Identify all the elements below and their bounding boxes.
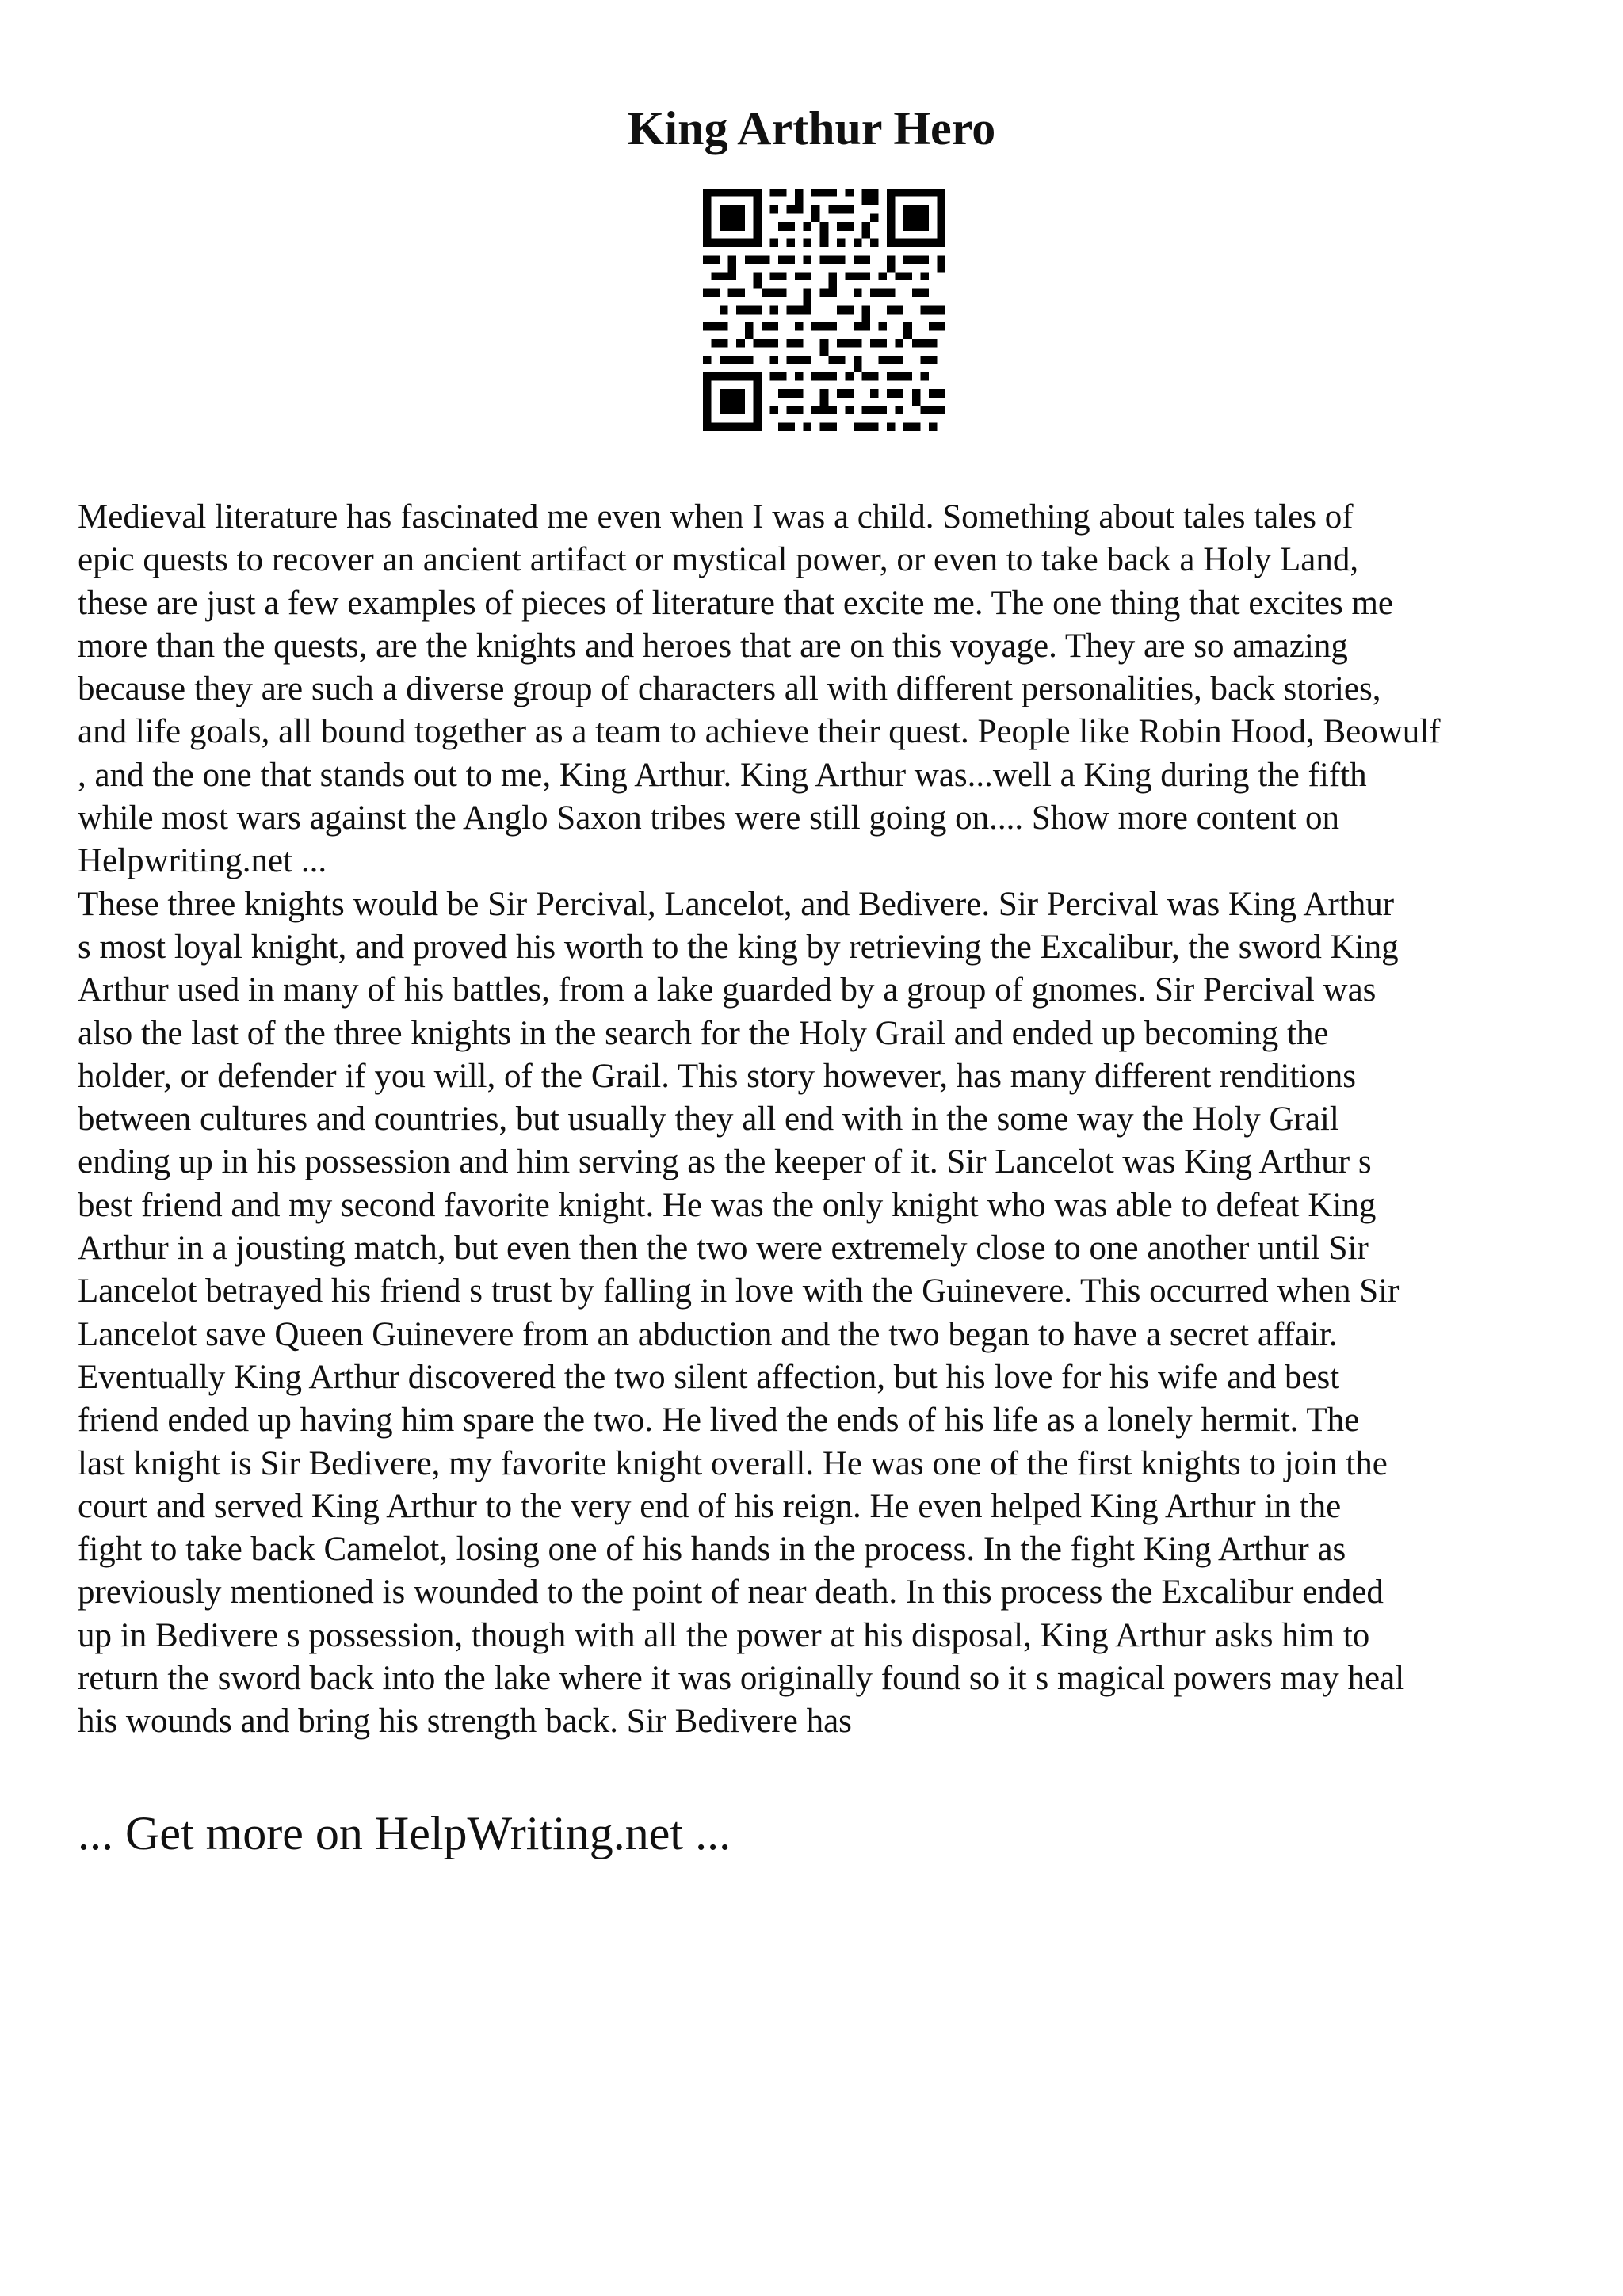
paragraph-line: return the sword back into the lake where it was originally found so it s magical powers may heal [78, 1660, 1405, 1698]
paragraph-line: and life goals, all bound together as a team to achieve their quest. People like Robin Hood, Beowulf [78, 713, 1441, 751]
get-more-link[interactable]: ... Get more on HelpWriting.net ... [78, 1807, 731, 1859]
qr-code-icon [703, 189, 945, 431]
paragraph-line: between cultures and countries, but usually they all end with in the some way the Holy Grail [78, 1100, 1339, 1138]
paragraph-line: his wounds and bring his strength back. Sir Bedivere has [78, 1703, 852, 1741]
paragraph-line: Helpwriting.net ... [78, 842, 327, 880]
paragraph-line: because they are such a diverse group of characters all with different personalities, back stories, [78, 670, 1381, 708]
paragraph-line: s most loyal knight, and proved his worth to the king by retrieving the Excalibur, the sword King [78, 928, 1399, 966]
paragraph-line: last knight is Sir Bedivere, my favorite knight overall. He was one of the first knights to join the [78, 1444, 1388, 1482]
paragraph-line: Arthur in a jousting match, but even then the two were extremely close to one another until Sir [78, 1230, 1369, 1268]
paragraph-line: ending up in his possession and him serving as the keeper of it. Sir Lancelot was King Arthur s [78, 1143, 1372, 1181]
paragraph-line: Medieval literature has fascinated me even when I was a child. Something about tales tales of [78, 498, 1354, 536]
paragraph-line: these are just a few examples of pieces of literature that excite me. The one thing that excites me [78, 584, 1394, 622]
paragraph-line: best friend and my second favorite knight. He was the only knight who was able to defeat King [78, 1186, 1377, 1224]
paragraph-line: up in Bedivere s possession, though with all the power at his disposal, King Arthur asks him to [78, 1616, 1370, 1654]
paragraph-line: Lancelot betrayed his friend s trust by falling in love with the Guinevere. This occurred when Sir [78, 1272, 1400, 1310]
paragraph-line: Eventually King Arthur discovered the two silent affection, but his love for his wife and best [78, 1358, 1340, 1396]
paragraph-line: while most wars against the Anglo Saxon tribes were still going on.... Show more content on [78, 799, 1339, 837]
article-body [78, 496, 1583, 1744]
paragraph-line: fight to take back Camelot, losing one of his hands in the process. In the fight King Arthur as [78, 1531, 1346, 1569]
paragraph-line: holder, or defender if you will, of the Grail. This story however, has many different renditions [78, 1057, 1357, 1095]
paragraph-line: friend ended up having him spare the two. He lived the ends of his life as a lonely hermit. The [78, 1402, 1360, 1440]
paragraph-line: These three knights would be Sir Percival, Lancelot, and Bedivere. Sir Percival was King Arthur [78, 885, 1395, 923]
paragraph-line: epic quests to recover an ancient artifact or mystical power, or even to take back a Holy Land, [78, 541, 1359, 579]
paragraph-line: previously mentioned is wounded to the point of near death. In this process the Excalibur ended [78, 1573, 1384, 1611]
knights-paragraph [78, 883, 1583, 1744]
paragraph-line: Lancelot save Queen Guinevere from an abduction and the two began to have a secret affair. [78, 1315, 1338, 1353]
paragraph-line: court and served King Arthur to the very end of his reign. He even helped King Arthur in the [78, 1487, 1342, 1525]
page-title: King Arthur Hero [627, 102, 996, 154]
paragraph-line: Arthur used in many of his battles, from a lake guarded by a group of gnomes. Sir Percival was [78, 971, 1377, 1009]
paragraph-line: , and the one that stands out to me, King Arthur. King Arthur was...well a King during the fifth [78, 756, 1367, 794]
qr-code [703, 189, 945, 431]
paragraph-line: also the last of the three knights in the search for the Holy Grail and ended up becoming the [78, 1014, 1329, 1052]
paragraph-line: more than the quests, are the knights and heroes that are on this voyage. They are so amazing [78, 627, 1348, 665]
intro-paragraph [78, 496, 1583, 883]
